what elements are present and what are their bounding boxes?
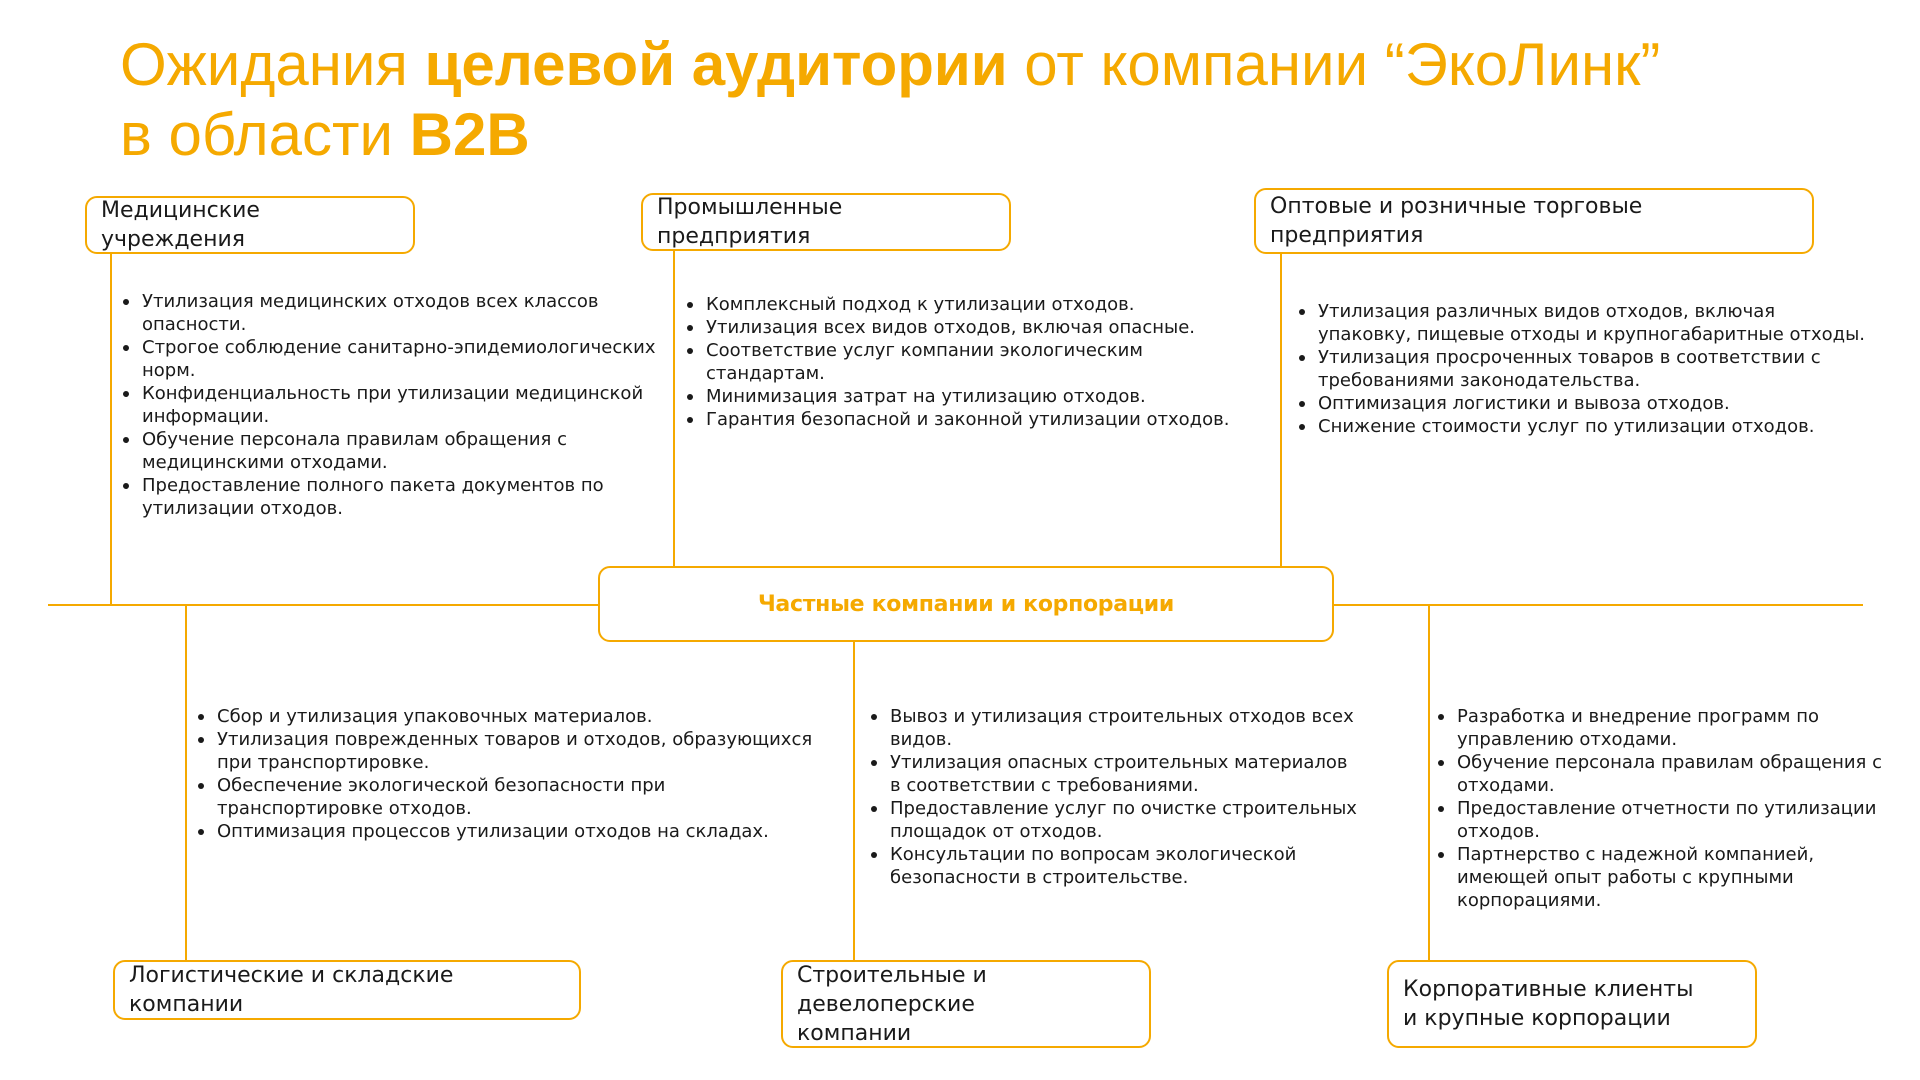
list-item: Оптимизация логистики и вывоза отходов. [1296, 392, 1866, 415]
list-item: Партнерство с надежной компанией, имеющей опыт работы с крупными корпорациями. [1435, 843, 1885, 912]
page-title [120, 30, 1880, 170]
segment-label-industrial: Промышленные предприятия [657, 195, 843, 249]
bullet-list-trade [1296, 300, 1866, 438]
list-item: Комплексный подход к утилизации отходов. [684, 293, 1244, 316]
center-label: Частные компании и корпорации [757, 591, 1175, 617]
connector-construction [853, 642, 855, 960]
list-item: Утилизация поврежденных товаров и отходов, образующихся при транспортировке. [195, 728, 815, 774]
segment-label-logistics: Логистические и складские компании [129, 963, 454, 1017]
segment-box-corporate [1387, 960, 1757, 1048]
list-item: Консультации по вопросам экологической безопасности в строительстве. [868, 843, 1358, 889]
list-item: Минимизация затрат на утилизацию отходов. [684, 385, 1244, 408]
connector-medical [110, 254, 112, 604]
list-item: Обучение персонала правилам обращения с отходами. [1435, 751, 1885, 797]
segment-label-construction: Строительные и девелоперские компании [797, 962, 987, 1046]
list-item: Утилизация просроченных товаров в соответствии с требованиями законодательства. [1296, 346, 1866, 392]
connector-corporate [1428, 605, 1430, 960]
list-item: Оптимизация процессов утилизации отходов на складах. [195, 820, 815, 843]
title-part-1: Ожидания [120, 31, 425, 98]
bullet-list-medical [120, 290, 660, 520]
segment-label-trade: Оптовые и розничные торговые предприятия [1270, 194, 1643, 248]
center-box [598, 566, 1334, 642]
connector-industrial [673, 251, 675, 566]
list-item: Утилизация различных видов отходов, включая упаковку, пищевые отходы и крупногабаритные отходы. [1296, 300, 1866, 346]
segment-box-trade [1254, 188, 1814, 254]
list-item: Вывоз и утилизация строительных отходов всех видов. [868, 705, 1358, 751]
title-part-4: в области [120, 101, 410, 168]
connector-trade [1280, 254, 1282, 566]
segment-box-construction [781, 960, 1151, 1048]
title-emphasis-audience: целевой аудитории [424, 31, 1008, 98]
connector-logistics [185, 605, 187, 960]
bullet-list-industrial [684, 293, 1244, 431]
list-item: Предоставление отчетности по утилизации отходов. [1435, 797, 1885, 843]
list-item: Утилизация всех видов отходов, включая опасные. [684, 316, 1244, 339]
list-item: Разработка и внедрение программ по управлению отходами. [1435, 705, 1885, 751]
segment-box-industrial [641, 193, 1011, 251]
list-item: Конфиденциальность при утилизации медицинской информации. [120, 382, 660, 428]
title-emphasis-b2b: B2B [409, 101, 530, 168]
list-item: Строгое соблюдение санитарно-эпидемиологических норм. [120, 336, 660, 382]
title-part-3: от компании “ЭкоЛинк” [1007, 31, 1661, 98]
list-item: Сбор и утилизация упаковочных материалов. [195, 705, 815, 728]
list-item: Предоставление полного пакета документов по утилизации отходов. [120, 474, 660, 520]
list-item: Снижение стоимости услуг по утилизации отходов. [1296, 415, 1866, 438]
bullet-list-construction [868, 705, 1358, 889]
segment-label-corporate: Корпоративные клиенты и крупные корпорации [1403, 977, 1694, 1031]
list-item: Утилизация опасных строительных материалов в соответствии с требованиями. [868, 751, 1358, 797]
list-item: Гарантия безопасной и законной утилизации отходов. [684, 408, 1244, 431]
list-item: Обучение персонала правилам обращения с медицинскими отходами. [120, 428, 660, 474]
segment-label-medical: Медицинские учреждения [101, 198, 260, 252]
segment-box-logistics [113, 960, 581, 1020]
bullet-list-corporate [1435, 705, 1885, 912]
segment-box-medical [85, 196, 415, 254]
list-item: Обеспечение экологической безопасности при транспортировке отходов. [195, 774, 815, 820]
bullet-list-logistics [195, 705, 815, 843]
list-item: Соответствие услуг компании экологическим стандартам. [684, 339, 1244, 385]
list-item: Утилизация медицинских отходов всех классов опасности. [120, 290, 660, 336]
list-item: Предоставление услуг по очистке строительных площадок от отходов. [868, 797, 1358, 843]
